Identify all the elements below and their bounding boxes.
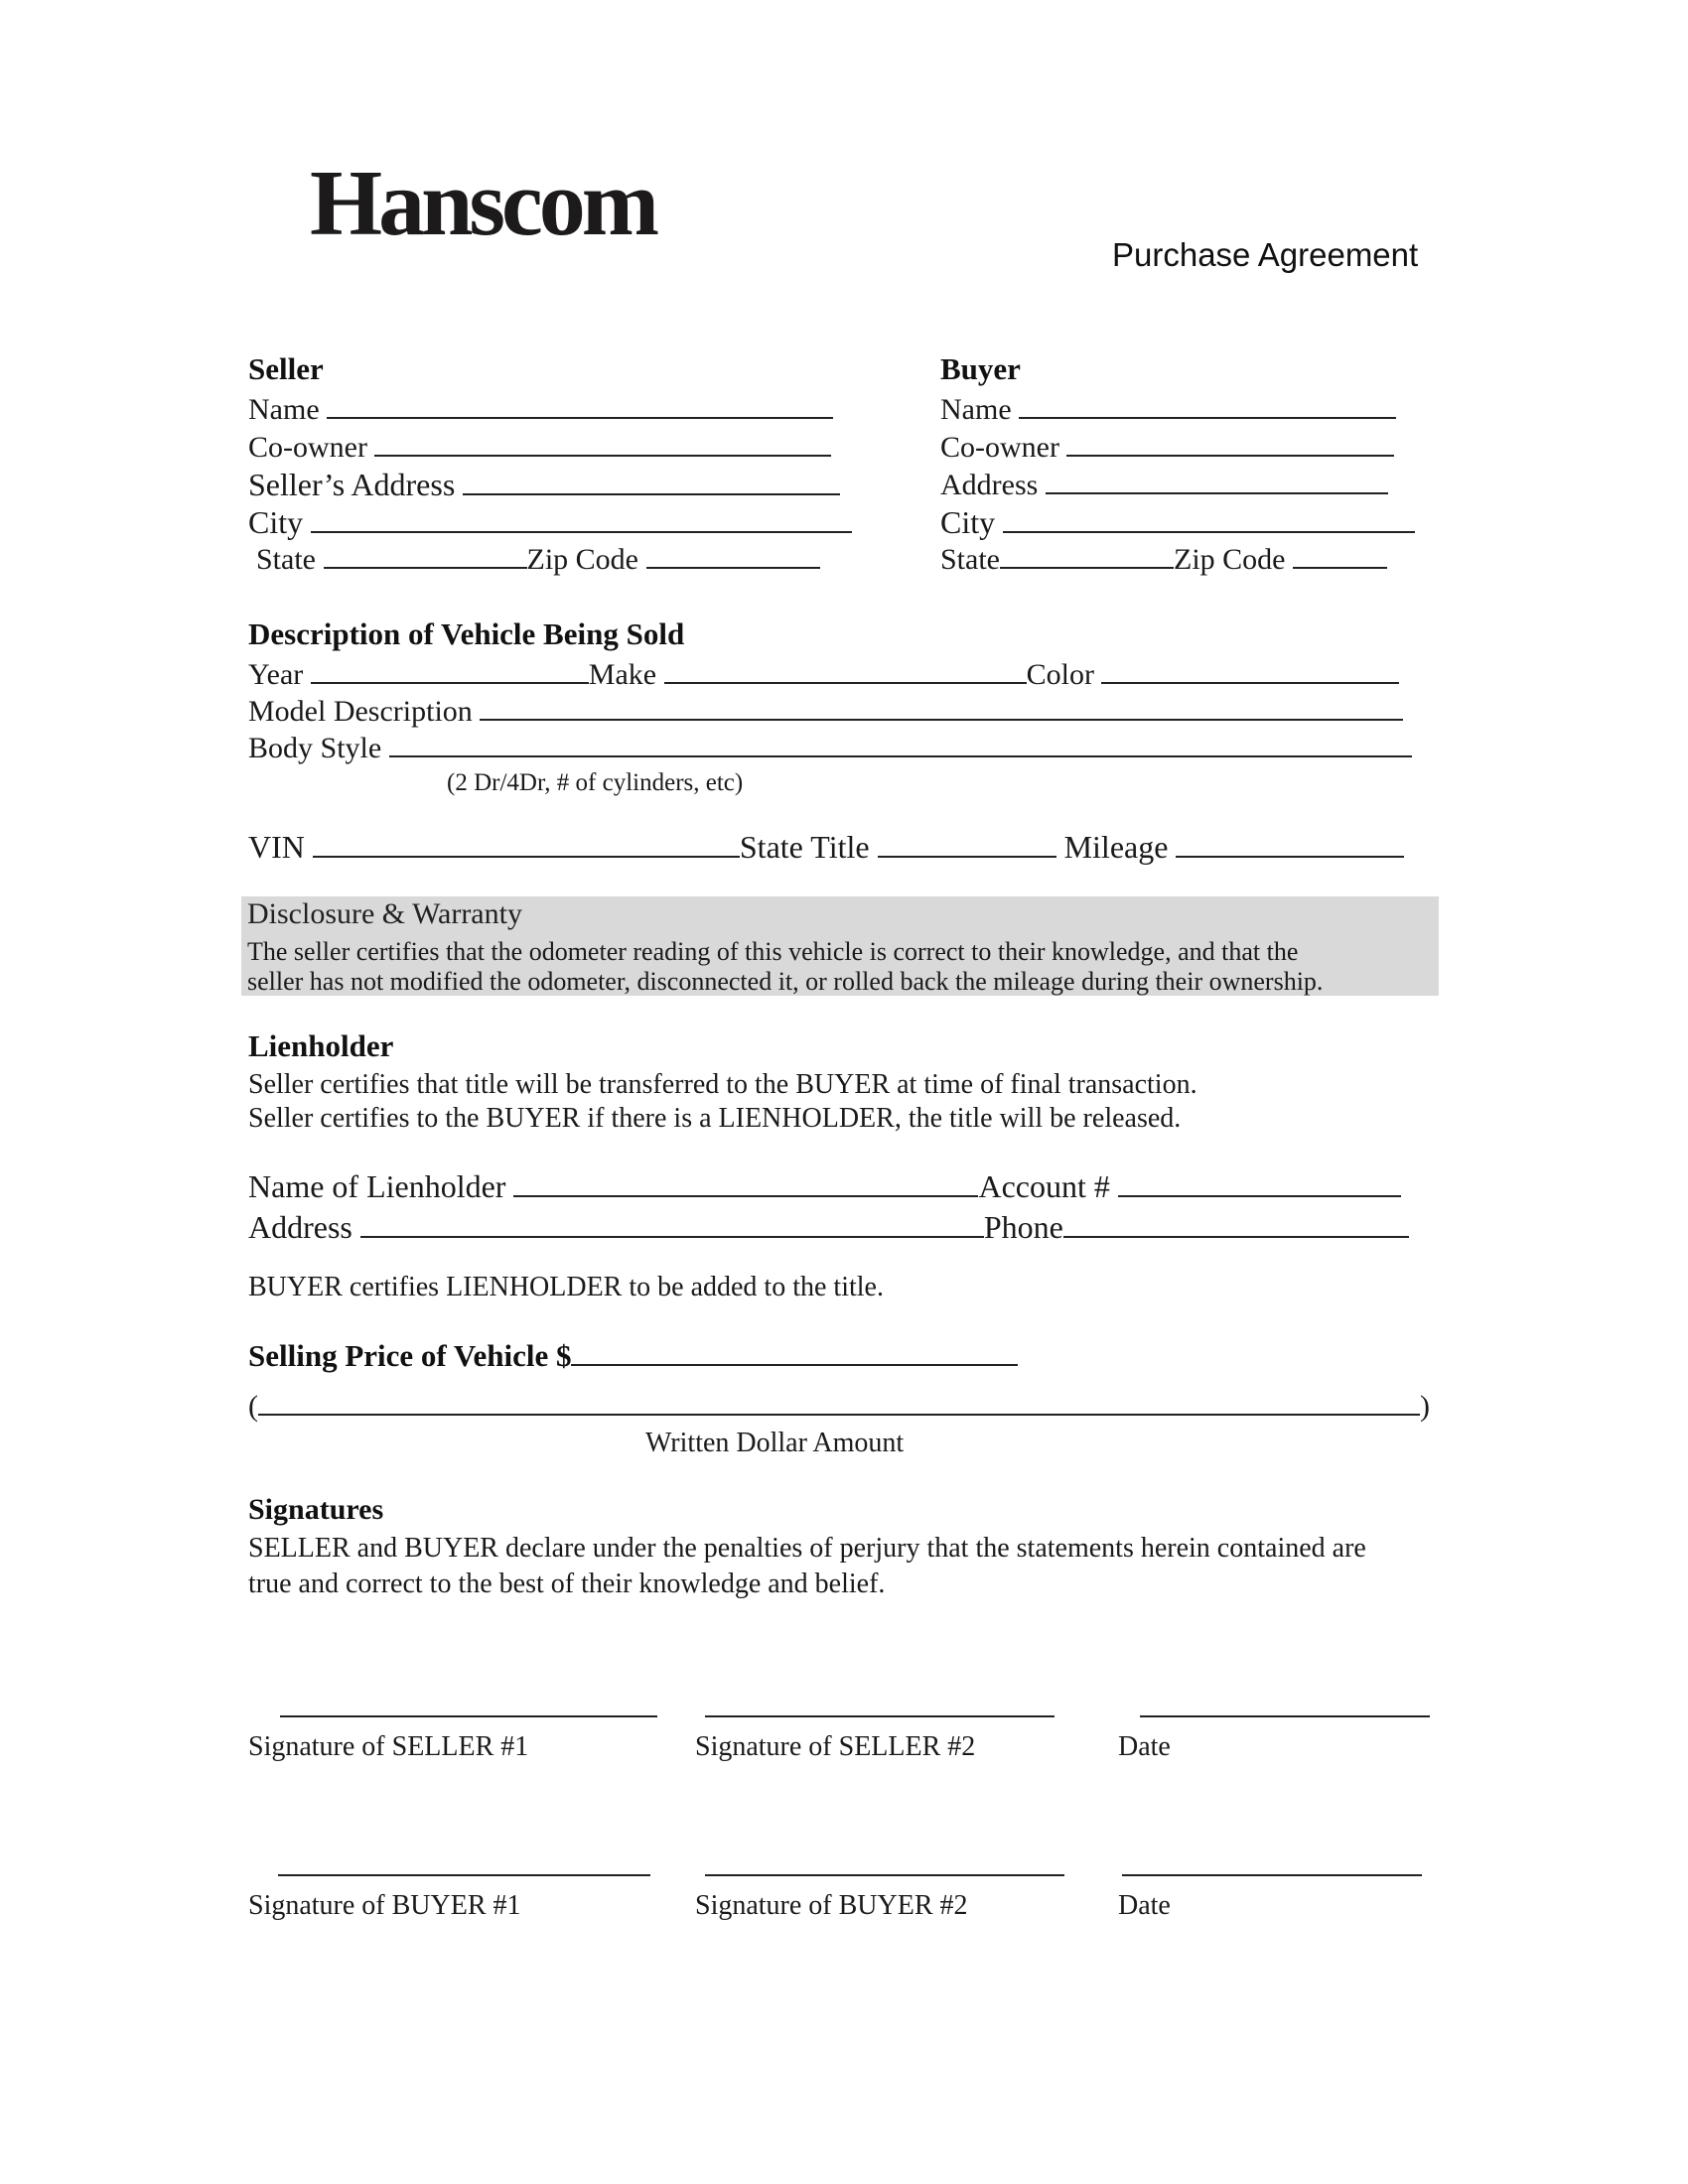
buyer-heading: Buyer [940, 351, 1021, 386]
vehicle-body-label: Body Style [248, 732, 382, 764]
buyer-name-label: Name [940, 393, 1012, 426]
lienholder-name-field[interactable] [513, 1169, 978, 1197]
seller-city-row [248, 505, 852, 538]
buyer-address-field[interactable] [1046, 469, 1388, 494]
seller-address-row [248, 468, 840, 500]
seller-state-field[interactable] [324, 543, 527, 569]
lienholder-line-1: Seller certifies that title will be transferred to the BUYER at time of final transaction. [248, 1069, 1197, 1100]
buyer-address-row [940, 469, 1388, 500]
lienholder-address-phone-row [248, 1210, 1409, 1243]
vehicle-make-field[interactable] [664, 658, 1027, 684]
vehicle-body-field[interactable] [389, 732, 1412, 757]
seller1-signature-line[interactable] [280, 1715, 657, 1717]
written-amount-row [248, 1390, 1430, 1422]
seller-coowner-field[interactable] [374, 431, 831, 457]
vehicle-year-field[interactable] [311, 658, 589, 684]
buyer2-signature-label: Signature of BUYER #2 [695, 1890, 968, 1921]
vehicle-model-field[interactable] [480, 695, 1403, 721]
buyer2-signature-line[interactable] [705, 1874, 1064, 1876]
lienholder-line-2: Seller certifies to the BUYER if there is a LIENHOLDER, the title will be released. [248, 1103, 1182, 1134]
vehicle-model-row [248, 695, 1403, 727]
buyer-city-field[interactable] [1003, 505, 1415, 533]
seller-coowner-row [248, 431, 831, 463]
vehicle-mileage-label: Mileage [1063, 829, 1169, 865]
buyer-coowner-field[interactable] [1066, 431, 1394, 457]
lienholder-buyer-cert: BUYER certifies LIENHOLDER to be added to the title. [248, 1272, 884, 1302]
lienholder-name-account-row [248, 1169, 1401, 1202]
vehicle-year-label: Year [248, 658, 304, 691]
vehicle-model-label: Model Description [248, 695, 473, 728]
buyer-date-line[interactable] [1122, 1874, 1422, 1876]
lienholder-heading: Lienholder [248, 1028, 394, 1063]
vehicle-make-label: Make [588, 658, 657, 691]
buyer-coowner-label: Co-owner [940, 431, 1059, 464]
buyer-state-field[interactable] [1000, 543, 1174, 569]
buyer1-signature-label: Signature of BUYER #1 [248, 1890, 521, 1921]
signatures-line-1: SELLER and BUYER declare under the penalties of perjury that the statements herein contained are [248, 1533, 1366, 1564]
seller-zip-label: Zip Code [526, 543, 638, 576]
vehicle-vin-row [248, 830, 1404, 863]
signatures-line-2: true and correct to the best of their knowledge and belief. [248, 1569, 886, 1599]
buyer1-signature-line[interactable] [278, 1874, 650, 1876]
vehicle-vin-field[interactable] [313, 830, 740, 858]
vehicle-mileage-field[interactable] [1176, 830, 1404, 858]
vehicle-color-label: Color [1026, 658, 1094, 691]
lienholder-address-field[interactable] [360, 1210, 984, 1238]
document-title: Purchase Agreement [1112, 236, 1419, 273]
seller2-signature-label: Signature of SELLER #2 [695, 1731, 976, 1762]
seller-date-label: Date [1118, 1731, 1171, 1762]
seller-city-field[interactable] [311, 505, 852, 533]
price-row [248, 1340, 1018, 1371]
lienholder-account-label: Account # [978, 1168, 1110, 1204]
lienholder-address-label: Address [248, 1209, 352, 1245]
buyer-city-row [940, 505, 1415, 538]
buyer-coowner-row [940, 431, 1394, 463]
seller-name-field[interactable] [327, 393, 833, 419]
buyer-zip-field[interactable] [1293, 543, 1387, 569]
seller-name-row [248, 393, 833, 425]
written-amount-field[interactable] [258, 1390, 1420, 1416]
lienholder-account-field[interactable] [1118, 1169, 1401, 1197]
seller-state-zip-row [256, 543, 820, 575]
vehicle-heading: Description of Vehicle Being Sold [248, 616, 685, 651]
written-amount-open-paren: ( [248, 1390, 258, 1423]
vehicle-color-field[interactable] [1101, 658, 1399, 684]
lienholder-name-label: Name of Lienholder [248, 1168, 506, 1204]
vehicle-year-make-color-row [248, 658, 1399, 690]
seller-address-field[interactable] [463, 468, 840, 495]
seller-city-label: City [248, 504, 304, 540]
seller2-signature-line[interactable] [705, 1715, 1055, 1717]
price-field[interactable] [571, 1340, 1018, 1366]
lienholder-phone-field[interactable] [1063, 1210, 1409, 1238]
buyer-name-row [940, 393, 1396, 425]
buyer-state-zip-row [940, 543, 1387, 575]
lienholder-phone-label: Phone [983, 1209, 1063, 1245]
vehicle-vin-label: VIN [248, 829, 305, 865]
seller-zip-field[interactable] [646, 543, 820, 569]
buyer-zip-label: Zip Code [1174, 543, 1286, 576]
seller-heading: Seller [248, 351, 324, 386]
written-amount-label: Written Dollar Amount [645, 1428, 905, 1458]
written-amount-close-paren: ) [1420, 1390, 1430, 1423]
seller-coowner-label: Co-owner [248, 431, 367, 464]
vehicle-title-field[interactable] [878, 830, 1056, 858]
disclosure-line-2: seller has not modified the odometer, disconnected it, or rolled back the mileage during their ownership. [247, 967, 1324, 996]
seller-address-label: Seller’s Address [248, 467, 456, 502]
buyer-state-label: State [940, 543, 1000, 576]
vehicle-title-label: State Title [739, 829, 870, 865]
seller-state-label: State [256, 543, 316, 576]
company-logo: Hanscom [310, 152, 655, 255]
buyer-city-label: City [940, 504, 996, 540]
vehicle-body-row [248, 732, 1412, 763]
seller-name-label: Name [248, 393, 320, 426]
buyer-date-label: Date [1118, 1890, 1171, 1921]
seller1-signature-label: Signature of SELLER #1 [248, 1731, 529, 1762]
signatures-heading: Signatures [248, 1493, 384, 1526]
price-label: Selling Price of Vehicle $ [248, 1338, 572, 1373]
seller-date-line[interactable] [1140, 1715, 1430, 1717]
buyer-name-field[interactable] [1019, 393, 1396, 419]
disclosure-heading: Disclosure & Warranty [247, 897, 522, 930]
buyer-address-label: Address [940, 469, 1039, 501]
vehicle-body-hint: (2 Dr/4Dr, # of cylinders, etc) [447, 769, 744, 796]
disclosure-line-1: The seller certifies that the odometer reading of this vehicle is correct to their knowledge, and that the [247, 937, 1299, 966]
